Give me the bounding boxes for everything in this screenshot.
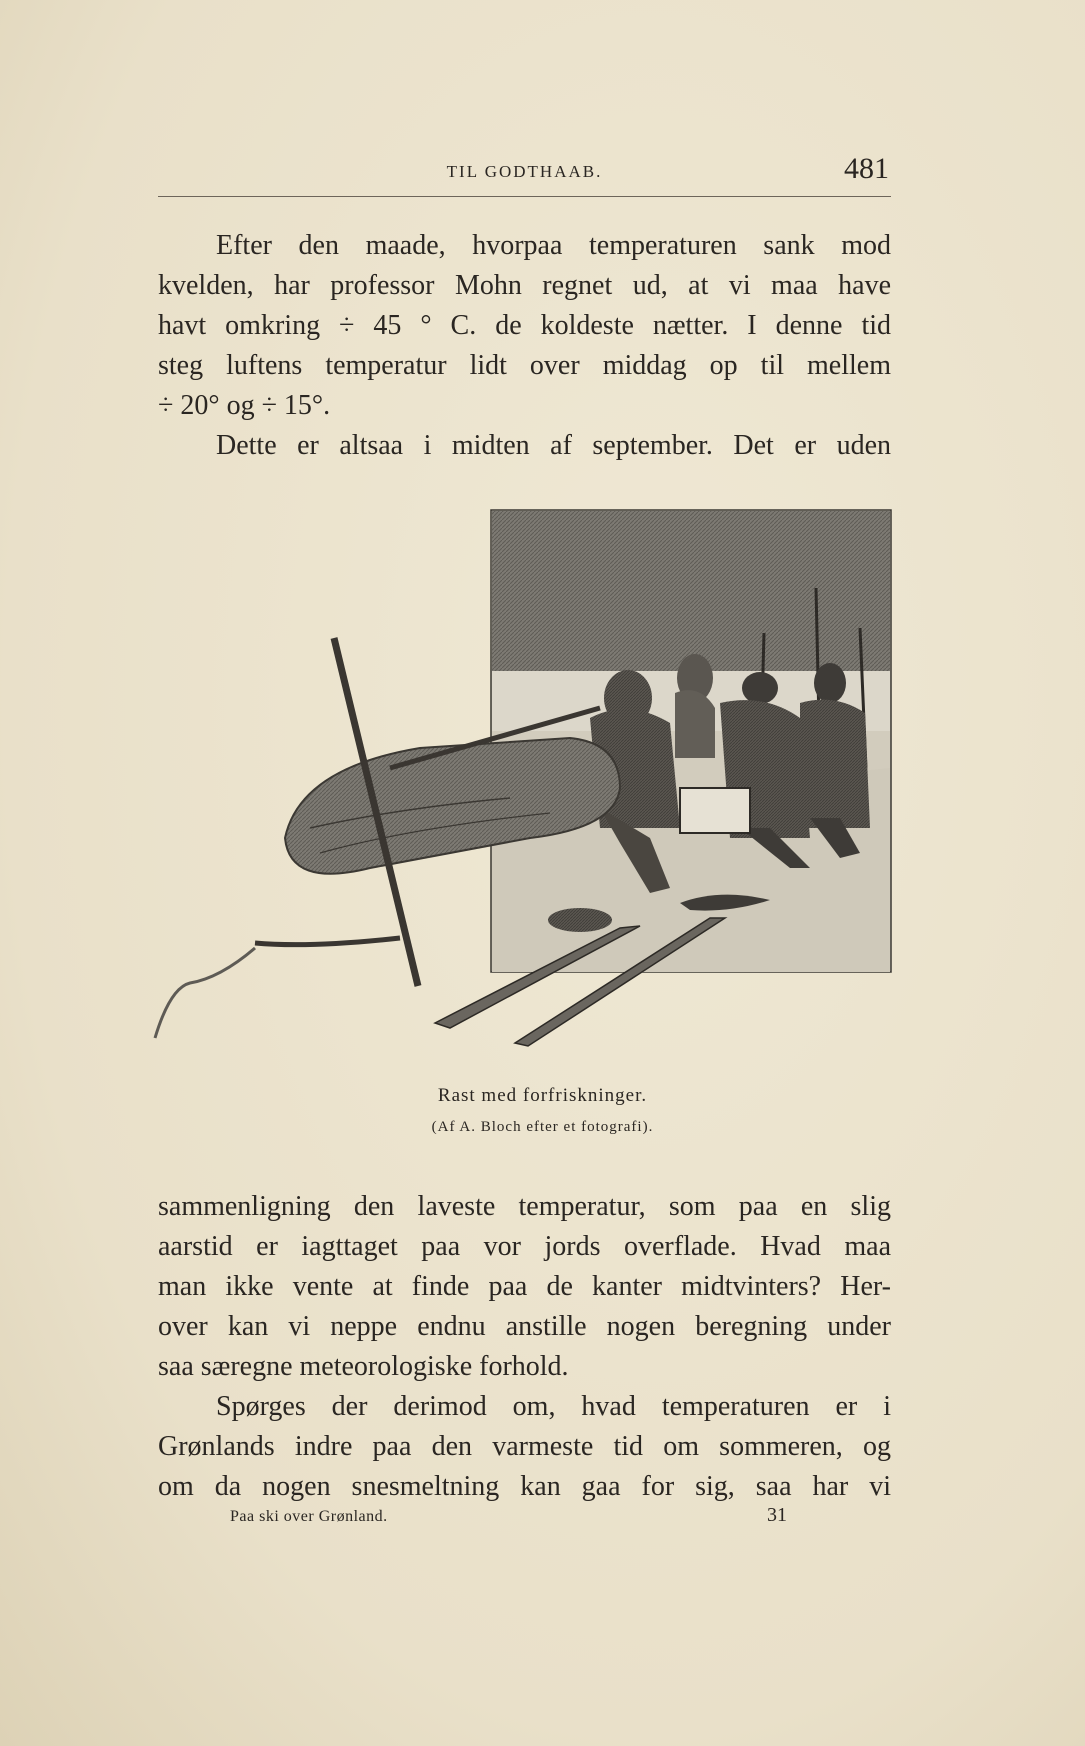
page-header bbox=[158, 152, 891, 198]
text-line: steg luftens temperatur lidt over middag op til mellem bbox=[158, 350, 891, 381]
text-line: man ikke vente at finde paa de kanter midtvinters? Her- bbox=[158, 1271, 891, 1302]
paragraph-bottom bbox=[158, 1187, 891, 1507]
illustration-drawing bbox=[150, 508, 895, 1053]
text-line: ÷ 20° og ÷ 15°. bbox=[158, 390, 331, 421]
text-line: om da nogen snesmeltning kan gaa for sig, saa har vi bbox=[158, 1471, 891, 1502]
text-line: Efter den maade, hvorpaa temperaturen sank mod bbox=[216, 230, 891, 261]
signature-number: 31 bbox=[767, 1504, 787, 1526]
text-line: Spørges der derimod om, hvad temperaturen er i bbox=[216, 1391, 891, 1422]
header-rule bbox=[158, 196, 891, 197]
text-line: havt omkring ÷ 45 ° C. de koldeste nætter. I denne tid bbox=[158, 310, 891, 341]
text-line: over kan vi neppe endnu anstille nogen beregning under bbox=[158, 1311, 891, 1342]
illustration bbox=[150, 508, 895, 1053]
page-number: 481 bbox=[844, 152, 889, 185]
signature-text: Paa ski over Grønland. bbox=[230, 1508, 388, 1525]
text-line: Grønlands indre paa den varmeste tid om sommeren, og bbox=[158, 1431, 891, 1462]
running-head: TIL GODTHAAB. bbox=[446, 162, 603, 181]
paragraph-top bbox=[158, 226, 891, 466]
text-line: sammenligning den laveste temperatur, som paa en slig bbox=[158, 1191, 891, 1222]
text-line: aarstid er iagttaget paa vor jords overflade. Hvad maa bbox=[158, 1231, 891, 1262]
figure-caption: Rast med forfriskninger. bbox=[437, 1085, 648, 1106]
text-line: Dette er altsaa i midten af september. Det er uden bbox=[216, 430, 891, 461]
figure-credit: (Af A. Bloch efter et fotografi). bbox=[431, 1119, 654, 1135]
text-line: saa særegne meteorologiske forhold. bbox=[158, 1351, 569, 1382]
text-line: kvelden, har professor Mohn regnet ud, at vi maa have bbox=[158, 270, 891, 301]
